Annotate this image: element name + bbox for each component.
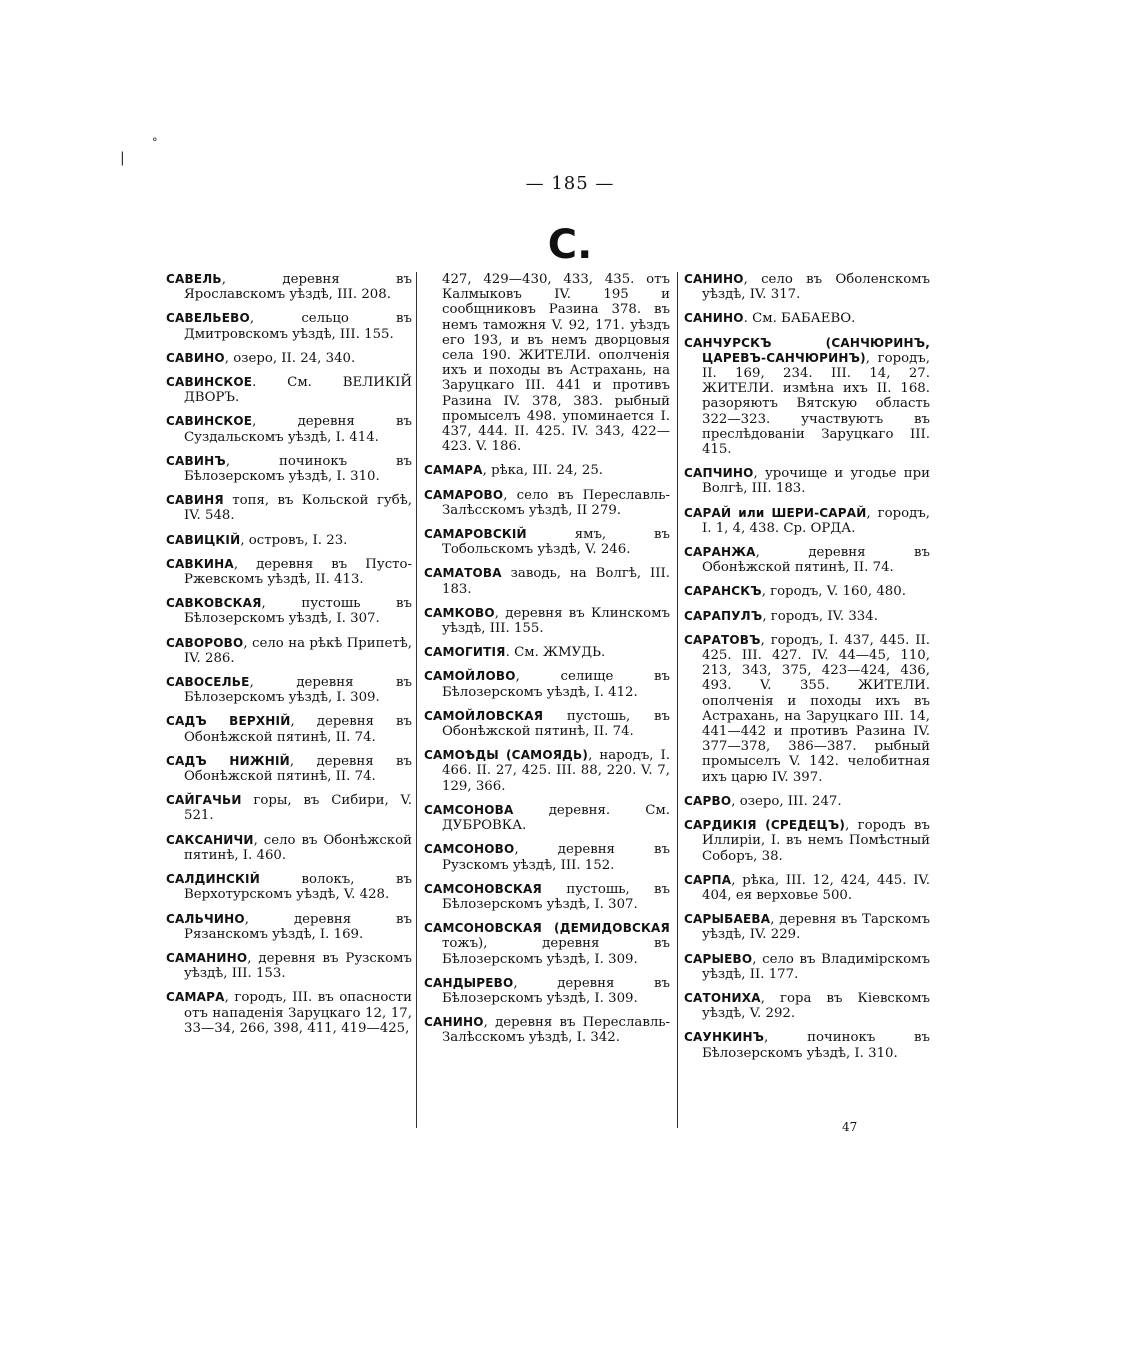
index-entry <box>684 818 930 864</box>
index-entry <box>684 873 930 903</box>
entry-headword: САРАПУЛЪ <box>684 608 763 623</box>
entry-headword: САРДИКІЯ (СРЕДЕЦЪ) <box>684 818 846 833</box>
index-entry <box>684 794 930 809</box>
entry-headword: САТОНИХА <box>684 990 761 1005</box>
index-entry <box>684 912 930 942</box>
entry-headword: САМСОНОВО <box>424 842 515 857</box>
entry-text: , гора въ Кіевскомъ уѣздѣ, V. 292. <box>702 990 930 1022</box>
entry-text: , городъ въ Иллиріи, I. въ немъ Помѣстный Соборъ, 38. <box>702 818 930 864</box>
entry-text: , деревня въ Рузскомъ уѣздѣ, III. 152. <box>442 842 670 873</box>
entry-headword: САВИНСКОЕ <box>166 375 253 390</box>
entry-text: , починокъ въ Бѣлозерскомъ уѣздѣ, I. 310. <box>702 1030 930 1061</box>
entry-text: пустошь, въ Обонѣжской пятинѣ, II. 74. <box>442 708 670 740</box>
entry-headword: САРАНЖА <box>684 545 756 560</box>
index-entry <box>166 872 412 902</box>
index-entry <box>684 466 930 496</box>
entry-text: , городъ, I. 437, 445. II. 425. III. 427. IV. 44—45, 110, 213, 343, 375, 423—424, 436, 493. V. 355. ЖИТЕЛИ. ополченія и походы ихъ въ Астрахань, на Заруцкаго III. 14, 441—442 и противъ Разина IV. 377—378, 386—387. рыбный промыселъ V. 142. челобитная ихъ царю IV. 397. <box>702 632 930 785</box>
index-entry <box>166 951 412 981</box>
entry-text: , озеро, III. 247. <box>731 793 842 809</box>
entry-text: . См. БАБАЕВО. <box>743 311 856 327</box>
entry-text: , деревня въ Бѣлозерскомъ уѣздѣ, I. 309. <box>442 975 670 1006</box>
entry-headword: САМОЙЛОВСКАЯ <box>424 708 544 723</box>
index-entry <box>424 976 670 1006</box>
entry-headword: САВИНСКОЕ <box>166 414 253 429</box>
index-entry <box>684 1030 930 1060</box>
index-entry <box>424 669 670 699</box>
entry-text: , деревня въ Обонѣжской пятинѣ, II. 74. <box>184 753 412 785</box>
entry-headword: САПЧИНО <box>684 466 754 481</box>
entry-headword: САМСОНОВСКАЯ <box>424 881 542 896</box>
index-column-1 <box>166 272 412 1045</box>
column-divider <box>416 272 417 1128</box>
index-entry <box>166 272 412 302</box>
index-entry <box>166 351 412 366</box>
entry-text: , рѣка, III. 24, 25. <box>482 463 604 479</box>
entry-text: , пустошь въ Бѣлозерскомъ уѣздѣ, I. 307. <box>184 596 412 627</box>
entry-text: , озеро, II. 24, 340. <box>224 350 356 366</box>
section-letter: C. <box>547 222 593 268</box>
margin-mark: | <box>120 150 125 166</box>
entry-headword: САДЪ ВЕРХНІЙ <box>166 714 291 729</box>
entry-text: , селище въ Бѣлозерскомъ уѣздѣ, I. 412. <box>442 669 670 700</box>
entry-headword: САРЫБАЕВА <box>684 912 771 927</box>
entry-headword: САМКОВО <box>424 605 495 620</box>
column-divider <box>677 272 678 1128</box>
entry-headword: САВИНО <box>166 350 225 365</box>
index-entry <box>424 882 670 912</box>
entry-text: , деревня въ Переславль-Залѣсскомъ уѣздѣ, I. 342. <box>442 1015 670 1046</box>
entry-text: 427, 429—430, 433, 435. отъ Калмыковъ IV. 195 и сообщниковъ Разина 378. въ немъ таможня V. 92, 171. уѣздъ его 193, и въ немъ дворцовыя села 190. ЖИТЕЛИ. ополченія ихъ и походы въ Астрахань, на Заруцкаго III. 441 и противъ Разина IV. 378, 383. рыбный промыселъ 498. упоминается I. 437, 444. II. 425. IV. 343, 422—423. V. 186. <box>442 272 670 455</box>
entry-headword: САМАРА <box>166 990 225 1005</box>
entry-headword: САМАНИНО <box>166 950 248 965</box>
index-entry <box>424 527 670 557</box>
entry-headword: САВЕЛЬЕВО <box>166 311 250 326</box>
index-entry <box>166 454 412 484</box>
entry-text: , рѣка, III. 12, 424, 445. IV. 404, ея верховье 500. <box>702 872 930 903</box>
index-entry <box>684 952 930 982</box>
entry-text: топя, въ Кольской губѣ, IV. 548. <box>184 493 412 524</box>
entry-text: , деревня въ Обонѣжской пятинѣ, II. 74. <box>184 714 412 745</box>
index-entry <box>684 311 930 326</box>
entry-text: , сельцо въ Дмитровскомъ уѣздѣ, III. 155. <box>184 311 412 342</box>
index-entry <box>684 506 930 536</box>
index-entry <box>424 1015 670 1045</box>
entry-headword: САНИНО <box>684 311 744 326</box>
index-column-2 <box>424 272 670 1055</box>
entry-text: . См. ВЕЛИКІЙ ДВОРЪ. <box>184 375 412 406</box>
index-entry <box>424 709 670 739</box>
index-entry <box>166 596 412 626</box>
entry-text: , урочище и угодье при Волгѣ, III. 183. <box>702 466 930 497</box>
entry-text: , село на рѣкѣ Припетѣ, IV. 286. <box>184 635 412 666</box>
entry-text: волокъ, въ Верхотурскомъ уѣздѣ, V. 428. <box>184 872 412 903</box>
entry-text: , село въ Владимірскомъ уѣздѣ, II. 177. <box>702 951 930 982</box>
entry-headword: САРВО <box>684 793 732 808</box>
entry-headword: САКСАНИЧИ <box>166 832 254 847</box>
index-entry <box>166 557 412 587</box>
entry-headword: САВЕЛЬ <box>166 272 222 286</box>
entry-text: , село въ Переславль-Залѣсскомъ уѣздѣ, II 279. <box>442 487 670 518</box>
entry-headword: САЛЬЧИНО <box>166 911 245 926</box>
index-entry <box>424 803 670 833</box>
entry-headword: САРПА <box>684 872 732 887</box>
entry-headword: САВКОВСКАЯ <box>166 596 262 611</box>
entry-headword: САМОГИТІЯ <box>424 645 506 660</box>
entry-text: , островъ, I. 23. <box>240 532 348 548</box>
index-entry <box>166 311 412 341</box>
entry-text: , деревня въ Суздальскомъ уѣздѣ, I. 414. <box>184 414 412 445</box>
index-entry <box>424 566 670 596</box>
index-entry <box>166 375 412 405</box>
index-entry <box>166 533 412 548</box>
index-entry <box>424 842 670 872</box>
entry-text: , село въ Оболенскомъ уѣздѣ, IV. 317. <box>702 272 930 303</box>
entry-headword: САНЧУРСКЪ (САНЧЮРИНЪ, ЦАРЕВЪ-САНЧЮРИНЪ) <box>684 335 930 365</box>
entry-text: , городъ, I. 1, 4, 438. Ср. ОРДА. <box>702 505 930 536</box>
index-entry <box>424 606 670 636</box>
entry-text: деревня. См. ДУБРОВКА. <box>442 802 670 834</box>
entry-headword: САМСОНОВСКАЯ (ДЕМИДОВСКАЯ <box>424 921 670 936</box>
index-entry <box>684 633 930 785</box>
index-entry <box>684 545 930 575</box>
index-entry <box>684 272 930 302</box>
entry-text: , деревня въ Пусто-Ржевскомъ уѣздѣ, II. 413. <box>184 556 412 588</box>
entry-text: , село въ Обонѣжской пятинѣ, I. 460. <box>184 832 412 863</box>
entry-text: , деревня въ Ярославскомъ уѣздѣ, III. 208. <box>184 272 412 303</box>
index-entry <box>166 912 412 942</box>
entry-text: заводь, на Волгѣ, III. 183. <box>442 566 670 597</box>
entry-headword: САМАТОВА <box>424 566 502 581</box>
index-entry <box>166 833 412 863</box>
entry-headword: САРАТОВЪ <box>684 632 761 647</box>
entry-text: , деревня въ Рузскомъ уѣздѣ, III. 153. <box>184 950 412 982</box>
index-entry <box>424 748 670 794</box>
entry-headword: САВОСЕЛЬЕ <box>166 675 250 690</box>
entry-headword: САМАРА <box>424 463 483 478</box>
entry-text: , городъ, V. 160, 480. <box>761 584 906 600</box>
entry-text: , деревня въ Рязанскомъ уѣздѣ, I. 169. <box>184 911 412 942</box>
entry-text: горы, въ Сибири, V. 521. <box>184 793 412 824</box>
entry-text: пустошь, въ Бѣлозерскомъ уѣздѣ, I. 307. <box>442 881 670 912</box>
entry-headword: САДЪ НИЖНІЙ <box>166 753 290 768</box>
index-column-3 <box>684 272 930 1070</box>
signature-mark: 47 <box>842 1120 858 1134</box>
entry-headword: САМАРОВСКІЙ <box>424 527 527 542</box>
entry-headword: САМАРОВО <box>424 487 504 502</box>
index-entry <box>166 414 412 444</box>
entry-headword: САВИНЯ <box>166 493 224 508</box>
entry-headword: САНИНО <box>684 272 744 286</box>
page-number: — 185 — <box>525 173 615 194</box>
index-entry <box>684 584 930 599</box>
entry-headword: САМСОНОВА <box>424 802 514 817</box>
entry-text: , городъ, II. 169, 234. III. 14, 27. ЖИТЕЛИ. измѣна ихъ II. 168. разоряютъ Вятскую область 322—323. участвуютъ въ преслѣдованіи Заруцкаго III. 415. <box>702 350 930 458</box>
index-entry <box>166 636 412 666</box>
entry-text: тожъ), деревня въ Бѣлозерскомъ уѣздѣ, I. 309. <box>442 936 670 967</box>
entry-headword: САУНКИНЪ <box>684 1030 765 1045</box>
entry-text: ямъ, въ Тобольскомъ уѣздѣ, V. 246. <box>442 527 670 558</box>
index-entry <box>424 645 670 660</box>
index-entry <box>424 488 670 518</box>
index-entry <box>166 793 412 823</box>
entry-text: , деревня въ Клинскомъ уѣздѣ, III. 155. <box>442 605 670 637</box>
index-entry <box>424 463 670 478</box>
entry-text: , народъ, I. 466. II. 27, 425. III. 88, 220. V. 7, 129, 366. <box>442 748 670 794</box>
entry-headword: САНДЫРЕВО <box>424 975 514 990</box>
entry-headword: САЛДИНСКІЙ <box>166 872 260 887</box>
index-entry <box>166 493 412 523</box>
entry-headword: САЙГАЧЬИ <box>166 793 242 808</box>
index-entry <box>166 990 412 1036</box>
entry-headword: САВИНЪ <box>166 453 226 468</box>
entry-headword: САВОРОВО <box>166 635 244 650</box>
index-entry <box>684 609 930 624</box>
index-entry <box>684 336 930 458</box>
entry-text: . См. ЖМУДЬ. <box>505 645 606 661</box>
index-entry <box>684 991 930 1021</box>
entry-text: , городъ, III. въ опасности отъ нападенія Заруцкаго 12, 17, 33—34, 266, 398, 411, 419—425, <box>184 990 412 1036</box>
index-entry <box>424 921 670 967</box>
entry-headword: САРАЙ или ШЕРИ-САРАЙ <box>684 505 867 520</box>
margin-mark: ° <box>152 136 158 149</box>
index-entry <box>166 714 412 744</box>
entry-headword: САВКИНА <box>166 556 234 571</box>
entry-headword: САВИЦКІЙ <box>166 532 241 547</box>
entry-headword: САМОѢДЫ (САМОЯДЬ) <box>424 748 589 763</box>
entry-headword: САМОЙЛОВО <box>424 669 516 684</box>
index-entry <box>166 675 412 705</box>
entry-headword: САРАНСКЪ <box>684 584 762 599</box>
index-entry <box>166 754 412 784</box>
entry-text: , починокъ въ Бѣлозерскомъ уѣздѣ, I. 310. <box>184 453 412 485</box>
entry-text: , деревня въ Бѣлозерскомъ уѣздѣ, I. 309. <box>184 675 412 706</box>
index-entry <box>424 272 670 454</box>
entry-headword: САНИНО <box>424 1015 484 1030</box>
entry-text: , деревня въ Обонѣжской пятинѣ, II. 74. <box>702 545 930 576</box>
entry-text: , деревня въ Тарскомъ уѣздѣ, IV. 229. <box>702 912 930 943</box>
entry-text: , городъ, IV. 334. <box>762 608 878 624</box>
entry-headword: САРЫЕВО <box>684 951 753 966</box>
